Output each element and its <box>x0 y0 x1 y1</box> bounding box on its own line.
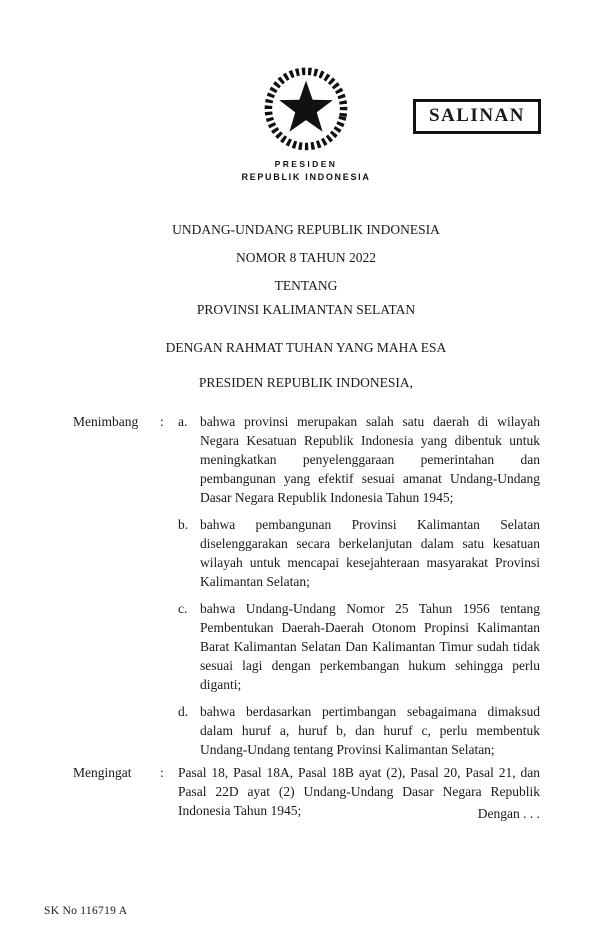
list-item <box>178 599 540 694</box>
menimbang-items <box>178 412 540 759</box>
salinan-stamp: SALINAN <box>413 99 541 134</box>
mengingat-text: Pasal 18, Pasal 18A, Pasal 18B ayat (2), Pasal 20, Pasal 21, dan Pasal 22D ayat (2) Undang-Undang Dasar Negara Republik Indonesia Tahun 1945; <box>178 765 540 818</box>
menimbang-section <box>73 412 540 759</box>
letterhead-presiden: PRESIDEN <box>274 159 338 169</box>
item-text: bahwa berdasarkan pertimbangan sebagaimana dimaksud dalam huruf a, huruf b, dan huruf c, perlu membentuk Undang-Undang tentang Provinsi Kalimantan Selatan; <box>200 704 540 757</box>
mengingat-colon: : <box>160 765 164 780</box>
item-marker: a. <box>178 414 188 429</box>
presidential-emblem-icon <box>259 60 353 154</box>
item-marker: c. <box>178 601 188 616</box>
mengingat-section <box>73 763 540 820</box>
document-title-block <box>0 222 612 391</box>
mengingat-label: Mengingat <box>73 765 132 780</box>
list-item <box>178 412 540 507</box>
letterhead-text <box>0 159 612 182</box>
list-item <box>178 702 540 759</box>
preamble-grace-line: DENGAN RAHMAT TUHAN YANG MAHA ESA <box>165 340 447 355</box>
list-item <box>178 515 540 591</box>
item-text: bahwa pembangunan Provinsi Kalimantan Selatan diselenggarakan secara berkelanjutan dalam satu kesatuan wilayah untuk mencapai kesejahteraan masyarakat Provinsi Kalimantan Selatan; <box>200 517 540 589</box>
tentang-line: TENTANG <box>274 278 338 293</box>
sk-number: SK No 116719 A <box>44 905 128 917</box>
document-body <box>0 391 612 820</box>
page-catchword: Dengan . . . <box>477 806 540 821</box>
issuer-line: PRESIDEN REPUBLIK INDONESIA, <box>198 375 414 390</box>
item-text: bahwa Undang-Undang Nomor 25 Tahun 1956 tentang Pembentukan Daerah-Daerah Otonom Propinsi Kalimantan Barat Kalimantan Selatan Dan Kalimantan Timur sudah tidak sesuai lagi dengan perkembangan hukum sehingga perlu diganti; <box>200 601 540 692</box>
subject-line: PROVINSI KALIMANTAN SELATAN <box>196 302 416 317</box>
item-text: bahwa provinsi merupakan salah satu daerah di wilayah Negara Kesatuan Republik Indonesia yang dibentuk untuk meningkatkan penyelenggaraan pemerintahan dan pembangunan yang efektif sesuai amanat Undang-Undang Dasar Negara Republik Indonesia Tahun 1945; <box>200 414 540 505</box>
item-marker: d. <box>178 704 189 719</box>
item-marker: b. <box>178 517 189 532</box>
menimbang-colon: : <box>160 414 164 429</box>
menimbang-label: Menimbang <box>73 414 139 429</box>
doc-type-line: UNDANG-UNDANG REPUBLIK INDONESIA <box>172 222 440 237</box>
letterhead-header <box>0 0 612 196</box>
doc-number-line: NOMOR 8 TAHUN 2022 <box>235 250 377 265</box>
letterhead-republik-indonesia: REPUBLIK INDONESIA <box>241 172 371 182</box>
